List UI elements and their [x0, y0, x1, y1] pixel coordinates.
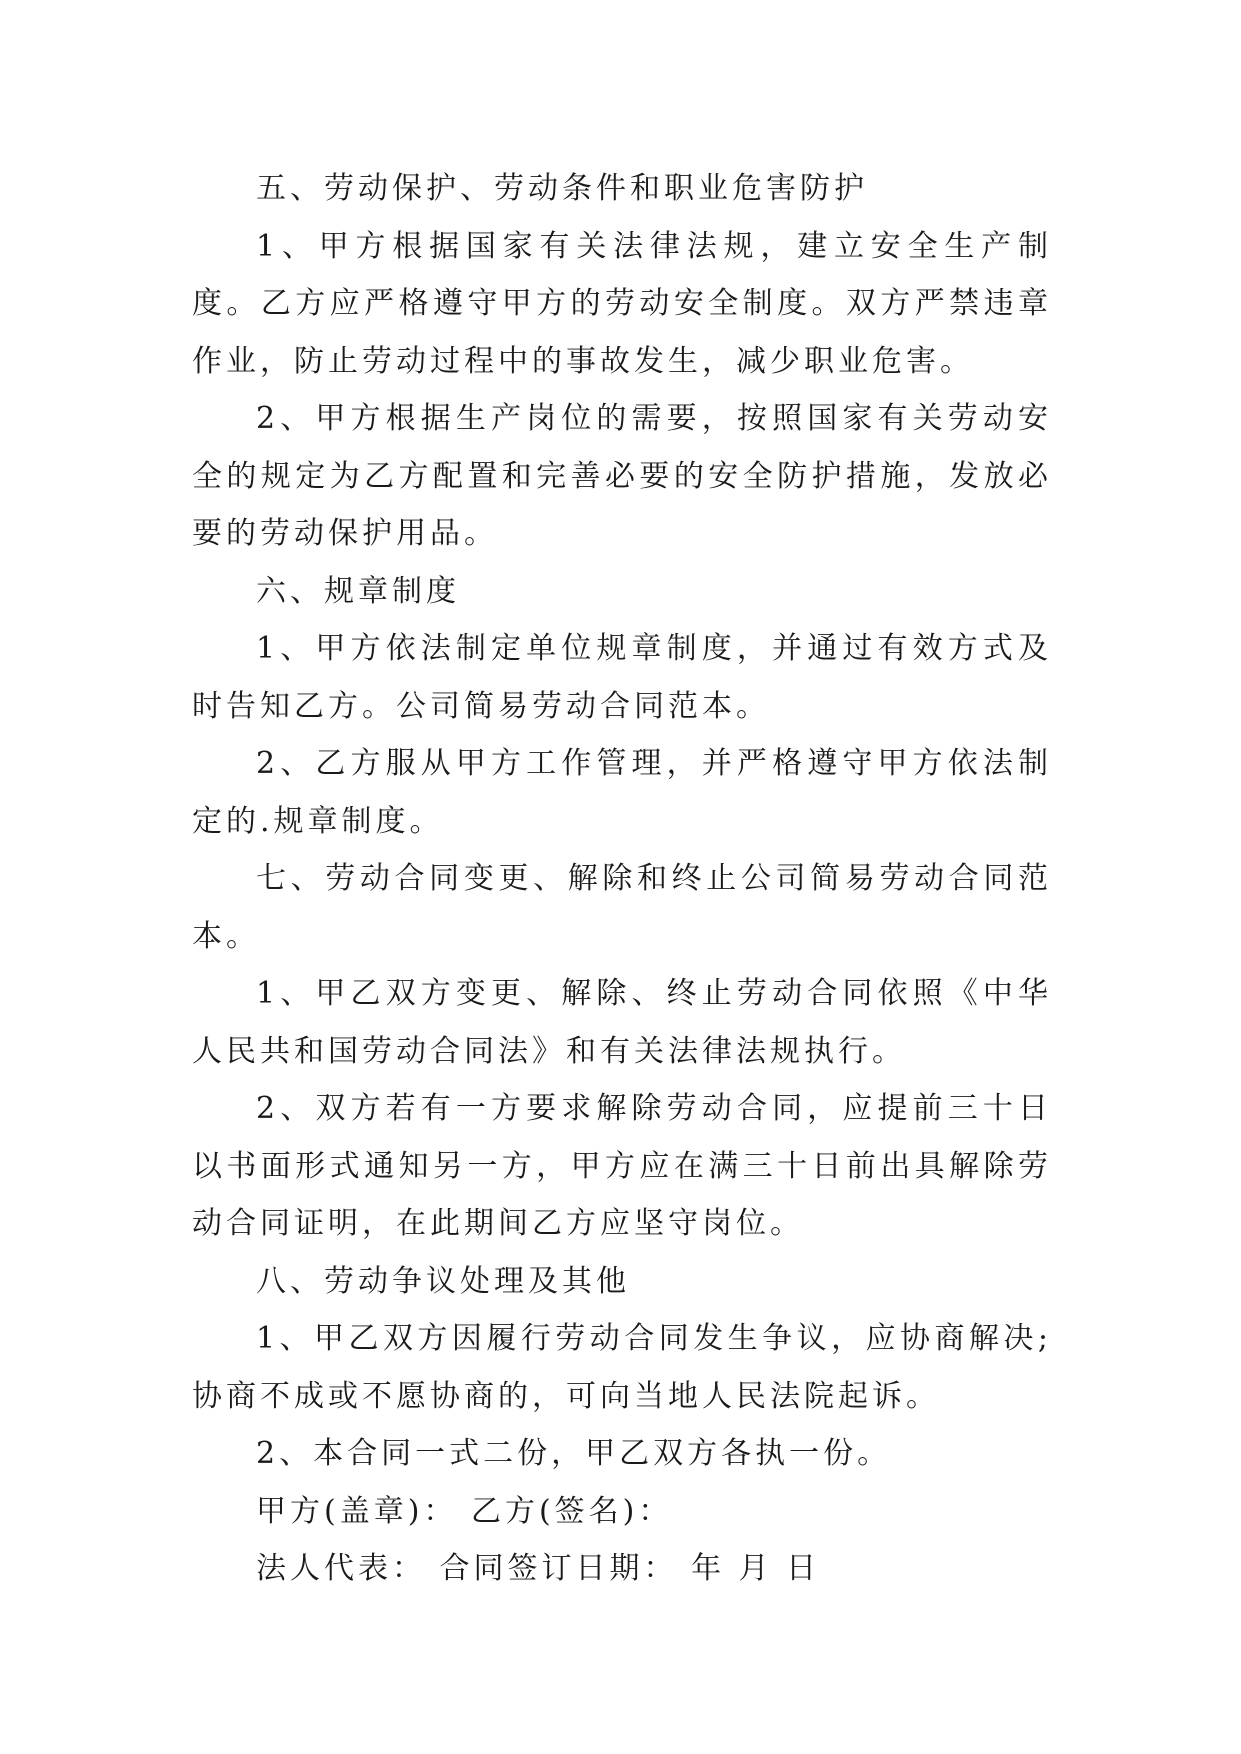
paragraph: 2、本合同一式二份，甲乙双方各执一份。 — [256, 1436, 892, 1471]
document-body — [192, 160, 1052, 1598]
signature-line-date: 法人代表： 合同签订日期： 年 月 日 — [256, 1551, 821, 1586]
paragraph: 1、甲方依法制定单位规章制度，并通过有效方式及时告知乙方。公司简易劳动合同范本。 — [192, 631, 1052, 724]
signature-line-parties: 甲方(盖章)： 乙方(签名)： — [256, 1493, 673, 1529]
section-heading-disputes: 八、劳动争议处理及其他 — [256, 1263, 630, 1299]
paragraph: 1、甲乙双方因履行劳动合同发生争议，应协商解决;协商不成或不愿协商的，可向当地人民法院起诉。 — [192, 1321, 1052, 1414]
paragraph: 2、乙方服从甲方工作管理，并严格遵守甲方依法制定的.规章制度。 — [192, 746, 1052, 839]
section-heading-labor-protection: 五、劳动保护、劳动条件和职业危害防护 — [256, 171, 868, 206]
section-heading-contract-changes: 七、劳动合同变更、解除和终止公司简易劳动合同范本。 — [192, 861, 1052, 954]
paragraph: 1、甲乙双方变更、解除、终止劳动合同依照《中华人民共和国劳动合同法》和有关法律法规执行。 — [192, 976, 1052, 1069]
paragraph: 2、双方若有一方要求解除劳动合同，应提前三十日以书面形式通知另一方，甲方应在满三十日前出具解除劳动合同证明，在此期间乙方应坚守岗位。 — [192, 1091, 1052, 1241]
paragraph: 1、甲方根据国家有关法律法规，建立安全生产制度。乙方应严格遵守甲方的劳动安全制度。双方严禁违章作业，防止劳动过程中的事故发生，减少职业危害。 — [192, 228, 1052, 379]
paragraph: 2、甲方根据生产岗位的需要，按照国家有关劳动安全的规定为乙方配置和完善必要的安全防护措施，发放必要的劳动保护用品。 — [192, 401, 1052, 551]
section-heading-rules: 六、规章制度 — [256, 573, 460, 609]
